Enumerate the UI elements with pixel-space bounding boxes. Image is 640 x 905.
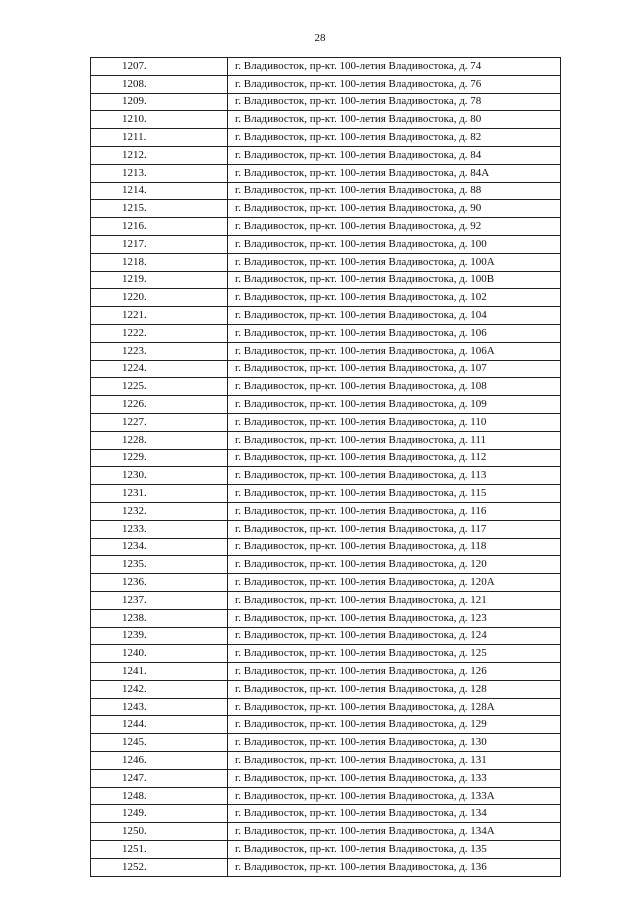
- row-number: 1216.: [91, 218, 228, 236]
- table-row: [91, 146, 561, 164]
- row-address: г. Владивосток, пр-кт. 100-летия Владивостока, д. 111: [228, 431, 561, 449]
- table-row: [91, 485, 561, 503]
- row-address: г. Владивосток, пр-кт. 100-летия Владивостока, д. 120А: [228, 574, 561, 592]
- row-number: 1210.: [91, 111, 228, 129]
- row-number: 1221.: [91, 307, 228, 325]
- row-number: 1212.: [91, 146, 228, 164]
- table-row: [91, 716, 561, 734]
- table-row: [91, 129, 561, 147]
- row-address: г. Владивосток, пр-кт. 100-летия Владивостока, д. 104: [228, 307, 561, 325]
- table-row: [91, 164, 561, 182]
- table-row: [91, 431, 561, 449]
- row-number: 1239.: [91, 627, 228, 645]
- table-row: [91, 449, 561, 467]
- table-row: [91, 502, 561, 520]
- row-number: 1218.: [91, 253, 228, 271]
- row-number: 1233.: [91, 520, 228, 538]
- table-row: [91, 698, 561, 716]
- table-row: [91, 93, 561, 111]
- row-address: г. Владивосток, пр-кт. 100-летия Владивостока, д. 78: [228, 93, 561, 111]
- table-row: [91, 342, 561, 360]
- row-number: 1247.: [91, 769, 228, 787]
- row-number: 1244.: [91, 716, 228, 734]
- row-address: г. Владивосток, пр-кт. 100-летия Владивостока, д. 100А: [228, 253, 561, 271]
- row-address: г. Владивосток, пр-кт. 100-летия Владивостока, д. 107: [228, 360, 561, 378]
- row-address: г. Владивосток, пр-кт. 100-летия Владивостока, д. 128: [228, 680, 561, 698]
- row-address: г. Владивосток, пр-кт. 100-летия Владивостока, д. 109: [228, 396, 561, 414]
- row-number: 1249.: [91, 805, 228, 823]
- row-address: г. Владивосток, пр-кт. 100-летия Владивостока, д. 88: [228, 182, 561, 200]
- row-number: 1215.: [91, 200, 228, 218]
- row-address: г. Владивосток, пр-кт. 100-летия Владивостока, д. 133: [228, 769, 561, 787]
- table-row: [91, 271, 561, 289]
- table-row: [91, 734, 561, 752]
- table-row: [91, 360, 561, 378]
- row-number: 1232.: [91, 502, 228, 520]
- table-row: [91, 841, 561, 859]
- row-address: г. Владивосток, пр-кт. 100-летия Владивостока, д. 130: [228, 734, 561, 752]
- table-row: [91, 111, 561, 129]
- table-row: [91, 218, 561, 236]
- row-number: 1241.: [91, 663, 228, 681]
- table-row: [91, 680, 561, 698]
- row-number: 1238.: [91, 609, 228, 627]
- row-address: г. Владивосток, пр-кт. 100-летия Владивостока, д. 125: [228, 645, 561, 663]
- row-address: г. Владивосток, пр-кт. 100-летия Владивостока, д. 108: [228, 378, 561, 396]
- row-address: г. Владивосток, пр-кт. 100-летия Владивостока, д. 124: [228, 627, 561, 645]
- row-number: 1246.: [91, 752, 228, 770]
- row-address: г. Владивосток, пр-кт. 100-летия Владивостока, д. 133А: [228, 787, 561, 805]
- row-address: г. Владивосток, пр-кт. 100-летия Владивостока, д. 128А: [228, 698, 561, 716]
- page-number: 28: [314, 32, 326, 44]
- table-row: [91, 413, 561, 431]
- row-address: г. Владивосток, пр-кт. 100-летия Владивостока, д. 115: [228, 485, 561, 503]
- row-address: г. Владивосток, пр-кт. 100-летия Владивостока, д. 92: [228, 218, 561, 236]
- row-number: 1243.: [91, 698, 228, 716]
- address-table-body: [91, 58, 561, 877]
- row-address: г. Владивосток, пр-кт. 100-летия Владивостока, д. 135: [228, 841, 561, 859]
- row-number: 1207.: [91, 58, 228, 76]
- table-row: [91, 253, 561, 271]
- table-row: [91, 378, 561, 396]
- row-address: г. Владивосток, пр-кт. 100-летия Владивостока, д. 112: [228, 449, 561, 467]
- row-address: г. Владивосток, пр-кт. 100-летия Владивостока, д. 116: [228, 502, 561, 520]
- row-number: 1248.: [91, 787, 228, 805]
- table-row: [91, 769, 561, 787]
- row-address: г. Владивосток, пр-кт. 100-летия Владивостока, д. 110: [228, 413, 561, 431]
- table-row: [91, 805, 561, 823]
- row-address: г. Владивосток, пр-кт. 100-летия Владивостока, д. 120: [228, 556, 561, 574]
- table-row: [91, 645, 561, 663]
- row-number: 1236.: [91, 574, 228, 592]
- row-address: г. Владивосток, пр-кт. 100-летия Владивостока, д. 123: [228, 609, 561, 627]
- row-number: 1219.: [91, 271, 228, 289]
- row-number: 1213.: [91, 164, 228, 182]
- table-row: [91, 520, 561, 538]
- row-address: г. Владивосток, пр-кт. 100-летия Владивостока, д. 90: [228, 200, 561, 218]
- row-number: 1224.: [91, 360, 228, 378]
- row-number: 1230.: [91, 467, 228, 485]
- row-address: г. Владивосток, пр-кт. 100-летия Владивостока, д. 100В: [228, 271, 561, 289]
- row-address: г. Владивосток, пр-кт. 100-летия Владивостока, д. 80: [228, 111, 561, 129]
- row-number: 1208.: [91, 75, 228, 93]
- row-address: г. Владивосток, пр-кт. 100-летия Владивостока, д. 134А: [228, 823, 561, 841]
- row-address: г. Владивосток, пр-кт. 100-летия Владивостока, д. 106А: [228, 342, 561, 360]
- row-address: г. Владивосток, пр-кт. 100-летия Владивостока, д. 113: [228, 467, 561, 485]
- table-row: [91, 752, 561, 770]
- row-number: 1226.: [91, 396, 228, 414]
- table-row: [91, 609, 561, 627]
- row-address: г. Владивосток, пр-кт. 100-летия Владивостока, д. 106: [228, 324, 561, 342]
- table-row: [91, 58, 561, 76]
- row-address: г. Владивосток, пр-кт. 100-летия Владивостока, д. 126: [228, 663, 561, 681]
- row-number: 1229.: [91, 449, 228, 467]
- row-number: 1211.: [91, 129, 228, 147]
- table-row: [91, 556, 561, 574]
- row-address: г. Владивосток, пр-кт. 100-летия Владивостока, д. 121: [228, 591, 561, 609]
- row-number: 1240.: [91, 645, 228, 663]
- table-row: [91, 200, 561, 218]
- table-row: [91, 627, 561, 645]
- row-number: 1231.: [91, 485, 228, 503]
- table-row: [91, 787, 561, 805]
- row-number: 1214.: [91, 182, 228, 200]
- row-number: 1251.: [91, 841, 228, 859]
- row-number: 1209.: [91, 93, 228, 111]
- row-number: 1223.: [91, 342, 228, 360]
- row-address: г. Владивосток, пр-кт. 100-летия Владивостока, д. 134: [228, 805, 561, 823]
- row-number: 1234.: [91, 538, 228, 556]
- table-row: [91, 324, 561, 342]
- row-address: г. Владивосток, пр-кт. 100-летия Владивостока, д. 117: [228, 520, 561, 538]
- table-row: [91, 396, 561, 414]
- row-number: 1235.: [91, 556, 228, 574]
- row-address: г. Владивосток, пр-кт. 100-летия Владивостока, д. 118: [228, 538, 561, 556]
- row-address: г. Владивосток, пр-кт. 100-летия Владивостока, д. 102: [228, 289, 561, 307]
- row-number: 1222.: [91, 324, 228, 342]
- row-number: 1237.: [91, 591, 228, 609]
- row-number: 1225.: [91, 378, 228, 396]
- table-row: [91, 289, 561, 307]
- row-address: г. Владивосток, пр-кт. 100-летия Владивостока, д. 76: [228, 75, 561, 93]
- row-number: 1250.: [91, 823, 228, 841]
- row-address: г. Владивосток, пр-кт. 100-летия Владивостока, д. 84А: [228, 164, 561, 182]
- row-number: 1220.: [91, 289, 228, 307]
- table-row: [91, 235, 561, 253]
- row-number: 1242.: [91, 680, 228, 698]
- row-address: г. Владивосток, пр-кт. 100-летия Владивостока, д. 82: [228, 129, 561, 147]
- row-number: 1245.: [91, 734, 228, 752]
- table-row: [91, 574, 561, 592]
- row-address: г. Владивосток, пр-кт. 100-летия Владивостока, д. 129: [228, 716, 561, 734]
- table-row: [91, 663, 561, 681]
- row-address: г. Владивосток, пр-кт. 100-летия Владивостока, д. 131: [228, 752, 561, 770]
- table-row: [91, 591, 561, 609]
- address-table: [90, 57, 561, 877]
- table-row: [91, 538, 561, 556]
- row-number: 1217.: [91, 235, 228, 253]
- row-address: г. Владивосток, пр-кт. 100-летия Владивостока, д. 74: [228, 58, 561, 76]
- row-address: г. Владивосток, пр-кт. 100-летия Владивостока, д. 84: [228, 146, 561, 164]
- table-row: [91, 467, 561, 485]
- row-number: 1227.: [91, 413, 228, 431]
- table-row: [91, 182, 561, 200]
- row-number: 1252.: [91, 858, 228, 876]
- row-address: г. Владивосток, пр-кт. 100-летия Владивостока, д. 136: [228, 858, 561, 876]
- table-row: [91, 307, 561, 325]
- table-row: [91, 823, 561, 841]
- row-address: г. Владивосток, пр-кт. 100-летия Владивостока, д. 100: [228, 235, 561, 253]
- table-row: [91, 858, 561, 876]
- row-number: 1228.: [91, 431, 228, 449]
- table-row: [91, 75, 561, 93]
